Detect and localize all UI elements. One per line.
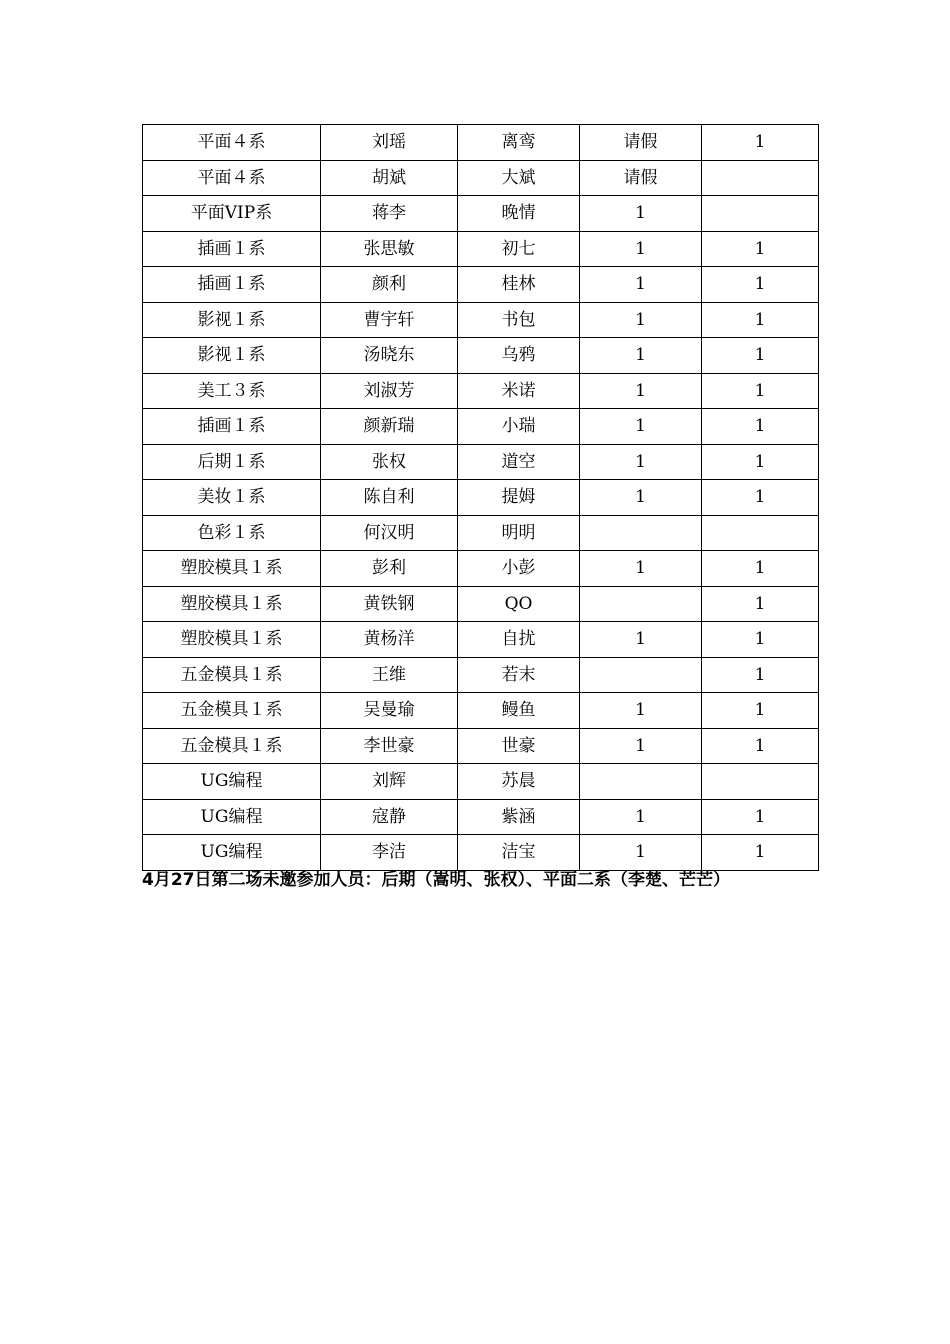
- table-row: [143, 480, 819, 516]
- nickname-cell: 书包: [458, 302, 580, 338]
- nickname-cell: 乌鸦: [458, 338, 580, 374]
- count-cell: 1: [702, 302, 819, 338]
- count-cell: 1: [702, 622, 819, 658]
- nickname-cell: 世豪: [458, 728, 580, 764]
- count-cell: 1: [702, 799, 819, 835]
- name-cell: 蒋李: [321, 196, 458, 232]
- nickname-cell: 桂林: [458, 267, 580, 303]
- nickname-cell: 紫涵: [458, 799, 580, 835]
- status-cell: 1: [580, 267, 702, 303]
- nickname-cell: 初七: [458, 231, 580, 267]
- table-row: [143, 231, 819, 267]
- table-row: [143, 764, 819, 800]
- attendance-table: [142, 124, 819, 871]
- nickname-cell: QO: [458, 586, 580, 622]
- table-row: [143, 622, 819, 658]
- department-cell: 五金模具１系: [143, 657, 321, 693]
- count-cell: [702, 160, 819, 196]
- status-cell: 1: [580, 835, 702, 871]
- absence-note: 4月27日第二场未邀参加人员：后期（嵩明、张权）、平面二系（李楚、芒芒）: [142, 870, 730, 890]
- table-row: [143, 196, 819, 232]
- table-row: [143, 693, 819, 729]
- department-cell: 五金模具１系: [143, 693, 321, 729]
- status-cell: 1: [580, 799, 702, 835]
- department-cell: 塑胶模具１系: [143, 551, 321, 587]
- count-cell: [702, 515, 819, 551]
- status-cell: [580, 586, 702, 622]
- status-cell: 1: [580, 373, 702, 409]
- nickname-cell: 自扰: [458, 622, 580, 658]
- name-cell: 李洁: [321, 835, 458, 871]
- count-cell: 1: [702, 551, 819, 587]
- nickname-cell: 若末: [458, 657, 580, 693]
- nickname-cell: 苏晨: [458, 764, 580, 800]
- status-cell: 1: [580, 444, 702, 480]
- table-row: [143, 728, 819, 764]
- table-row: [143, 302, 819, 338]
- status-cell: 1: [580, 728, 702, 764]
- name-cell: 黄杨洋: [321, 622, 458, 658]
- table-row: [143, 267, 819, 303]
- status-cell: 请假: [580, 125, 702, 161]
- nickname-cell: 小瑞: [458, 409, 580, 445]
- name-cell: 陈自利: [321, 480, 458, 516]
- status-cell: 1: [580, 231, 702, 267]
- count-cell: 1: [702, 409, 819, 445]
- count-cell: 1: [702, 231, 819, 267]
- count-cell: 1: [702, 728, 819, 764]
- department-cell: 平面４系: [143, 160, 321, 196]
- count-cell: 1: [702, 657, 819, 693]
- nickname-cell: 离鸾: [458, 125, 580, 161]
- status-cell: [580, 764, 702, 800]
- status-cell: [580, 515, 702, 551]
- status-cell: 1: [580, 409, 702, 445]
- table-row: [143, 125, 819, 161]
- name-cell: 汤晓东: [321, 338, 458, 374]
- status-cell: 1: [580, 622, 702, 658]
- count-cell: 1: [702, 267, 819, 303]
- department-cell: 平面VIP系: [143, 196, 321, 232]
- name-cell: 刘辉: [321, 764, 458, 800]
- count-cell: 1: [702, 693, 819, 729]
- nickname-cell: 小彭: [458, 551, 580, 587]
- name-cell: 王维: [321, 657, 458, 693]
- attendance-table-body: [143, 125, 819, 871]
- name-cell: 彭利: [321, 551, 458, 587]
- status-cell: [580, 657, 702, 693]
- status-cell: 1: [580, 196, 702, 232]
- table-row: [143, 799, 819, 835]
- count-cell: 1: [702, 338, 819, 374]
- name-cell: 刘淑芳: [321, 373, 458, 409]
- nickname-cell: 大斌: [458, 160, 580, 196]
- table-row: [143, 657, 819, 693]
- table-row: [143, 160, 819, 196]
- department-cell: 插画１系: [143, 409, 321, 445]
- department-cell: 影视１系: [143, 338, 321, 374]
- table-row: [143, 515, 819, 551]
- nickname-cell: 米诺: [458, 373, 580, 409]
- department-cell: UG编程: [143, 764, 321, 800]
- department-cell: 美工３系: [143, 373, 321, 409]
- name-cell: 胡斌: [321, 160, 458, 196]
- table-row: [143, 835, 819, 871]
- status-cell: 1: [580, 551, 702, 587]
- table-row: [143, 444, 819, 480]
- table-row: [143, 586, 819, 622]
- count-cell: 1: [702, 373, 819, 409]
- name-cell: 颜利: [321, 267, 458, 303]
- name-cell: 曹宇轩: [321, 302, 458, 338]
- department-cell: UG编程: [143, 835, 321, 871]
- name-cell: 吴曼瑜: [321, 693, 458, 729]
- status-cell: 1: [580, 693, 702, 729]
- nickname-cell: 洁宝: [458, 835, 580, 871]
- name-cell: 寇静: [321, 799, 458, 835]
- status-cell: 1: [580, 302, 702, 338]
- department-cell: 后期１系: [143, 444, 321, 480]
- name-cell: 张权: [321, 444, 458, 480]
- nickname-cell: 提姆: [458, 480, 580, 516]
- count-cell: 1: [702, 444, 819, 480]
- name-cell: 刘瑶: [321, 125, 458, 161]
- department-cell: 美妆１系: [143, 480, 321, 516]
- nickname-cell: 晚情: [458, 196, 580, 232]
- table-row: [143, 551, 819, 587]
- count-cell: [702, 196, 819, 232]
- table-row: [143, 338, 819, 374]
- department-cell: 五金模具１系: [143, 728, 321, 764]
- status-cell: 请假: [580, 160, 702, 196]
- department-cell: UG编程: [143, 799, 321, 835]
- name-cell: 张思敏: [321, 231, 458, 267]
- department-cell: 色彩１系: [143, 515, 321, 551]
- count-cell: 1: [702, 586, 819, 622]
- department-cell: 塑胶模具１系: [143, 622, 321, 658]
- nickname-cell: 明明: [458, 515, 580, 551]
- name-cell: 颜新瑞: [321, 409, 458, 445]
- status-cell: 1: [580, 480, 702, 516]
- count-cell: 1: [702, 480, 819, 516]
- table-row: [143, 373, 819, 409]
- status-cell: 1: [580, 338, 702, 374]
- department-cell: 插画１系: [143, 267, 321, 303]
- count-cell: [702, 764, 819, 800]
- table-row: [143, 409, 819, 445]
- count-cell: 1: [702, 835, 819, 871]
- name-cell: 李世豪: [321, 728, 458, 764]
- nickname-cell: 鳗鱼: [458, 693, 580, 729]
- department-cell: 影视１系: [143, 302, 321, 338]
- department-cell: 塑胶模具１系: [143, 586, 321, 622]
- department-cell: 插画１系: [143, 231, 321, 267]
- name-cell: 黄铁钢: [321, 586, 458, 622]
- nickname-cell: 道空: [458, 444, 580, 480]
- count-cell: 1: [702, 125, 819, 161]
- name-cell: 何汉明: [321, 515, 458, 551]
- department-cell: 平面４系: [143, 125, 321, 161]
